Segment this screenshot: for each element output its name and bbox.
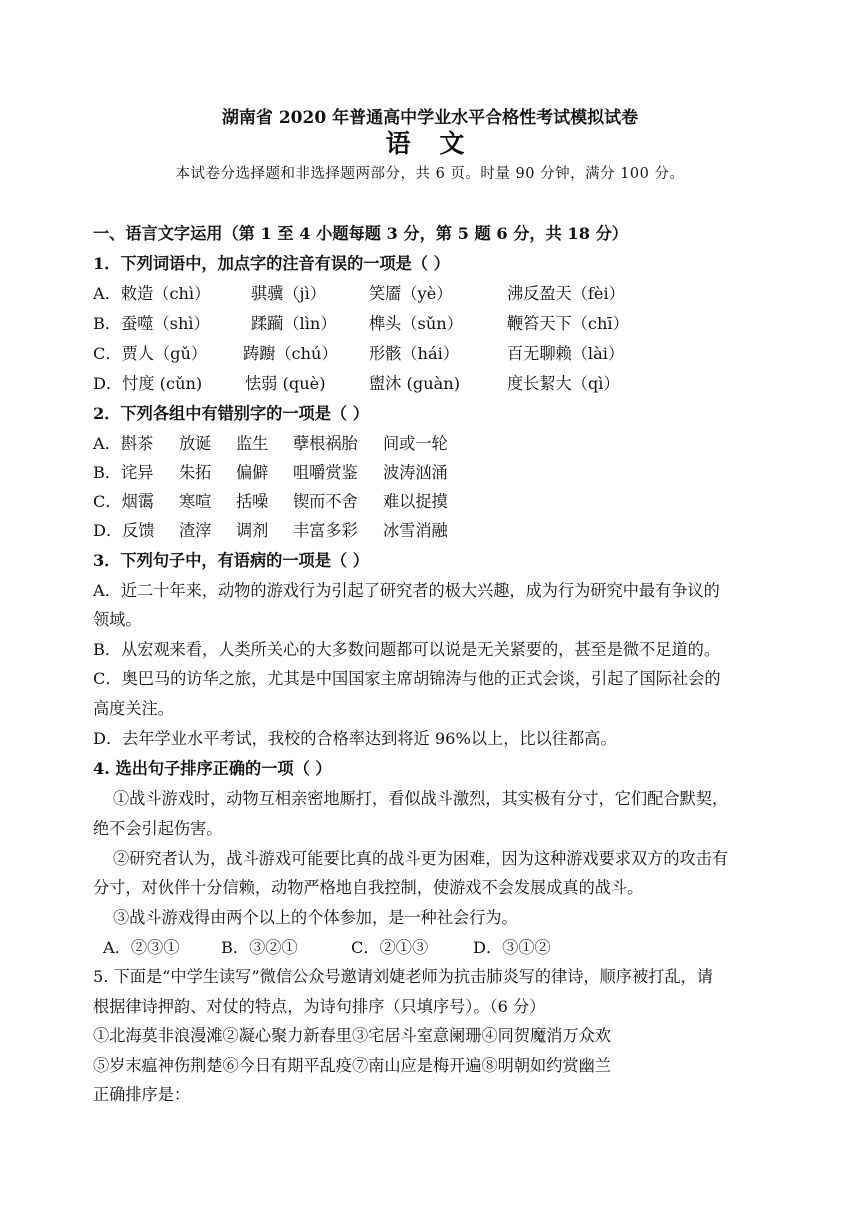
q5-answer-label: 正确排序是： — [93, 1085, 191, 1104]
q2-option-c — [93, 488, 513, 510]
exam-note: 本试卷分选择题和非选择题两部分，共 6 页。时量 90 分钟，满分 100 分。 — [175, 166, 685, 182]
q3-option-c-cont: 高度关注。 — [93, 699, 174, 718]
q2-d-4: 丰富多彩 — [293, 521, 358, 540]
q1-a-2: 骐骥（jì） — [251, 284, 326, 303]
q3-option-c: C．奥巴马的访华之旅，尤其是中国国家主席胡锦涛与他的正式会谈，引起了国际社会的 — [93, 669, 721, 688]
q1-d-1: D．忖度 (cǔn) — [93, 374, 203, 393]
q1-c-3: 形骸（hái） — [369, 344, 460, 363]
q1-c-2: 踌躕（chú） — [243, 344, 338, 363]
question-3-stem: 3．下列句子中，有语病的一项是（ ） — [93, 551, 369, 570]
q2-a-5: 间或一轮 — [383, 434, 448, 453]
q2-option-a — [93, 430, 513, 452]
q1-d-2: 怯弱 (què) — [245, 374, 326, 393]
q4-option-d: D．③①② — [473, 938, 551, 957]
question-5-stem: 5. 下面是“中学生读写”微信公众号邀请刘婕老师为抗击肺炎写的律诗，顺序被打乱，请 — [93, 967, 713, 986]
q3-option-a: A．近二十年来，动物的游戏行为引起了研究者的极大兴趣，成为行为研究中最有争议的 — [93, 581, 720, 600]
q2-d-2: 渣滓 — [179, 521, 212, 540]
q1-d-4: 度长絜大（qì） — [507, 374, 620, 393]
q4-option-a: A．②③① — [103, 938, 180, 957]
q2-d-1: D．反馈 — [93, 521, 155, 540]
q1-option-a — [93, 280, 693, 302]
q1-c-1: C．贾人（gǔ） — [93, 344, 208, 363]
q4-option-c: C．②①③ — [351, 938, 429, 957]
question-4-stem: 4. 选出句子排序正确的一项（ ） — [93, 759, 332, 778]
q4-sentence-2: ②研究者认为，战斗游戏可能要比真的战斗更为困难，因为这种游戏要求双方的攻击有 — [113, 849, 729, 868]
q2-a-4: 孽根祸胎 — [293, 434, 358, 453]
section-1-heading: 一、语言文字运用（第 1 至 4 小题每题 3 分，第 5 题 6 分，共 18 分） — [93, 224, 628, 243]
q1-option-b — [93, 310, 693, 332]
q1-a-1: A．敕造（chì） — [93, 284, 211, 303]
q2-option-b — [93, 459, 513, 481]
q3-option-a-cont: 领域。 — [93, 610, 142, 629]
q4-sentence-1-cont: 绝不会引起伤害。 — [93, 819, 223, 838]
q2-c-3: 括噪 — [236, 492, 269, 511]
q4-sentence-3: ③战斗游戏得由两个以上的个体参加，是一种社会行为。 — [113, 908, 518, 927]
subject-title: 语 文 — [385, 129, 475, 158]
q2-c-1: C．烟霭 — [93, 492, 154, 511]
exam-title: 湖南省 2020 年普通高中学业水平合格性考试模拟试卷 — [221, 108, 639, 128]
q2-a-1: A．斟茶 — [93, 434, 154, 453]
q1-option-c — [93, 340, 693, 362]
q2-a-3: 监生 — [236, 434, 269, 453]
q1-d-3: 盥沐 (guàn) — [369, 374, 461, 393]
q2-option-d — [93, 517, 513, 539]
q3-option-b: B．从宏观来看，人类所关心的大多数问题都可以说是无关紧要的，甚至是微不足道的。 — [93, 640, 721, 659]
q1-b-2: 蹂躏（lìn） — [251, 314, 337, 333]
q2-c-2: 寒喧 — [179, 492, 212, 511]
q2-c-5: 难以捉摸 — [383, 492, 448, 511]
q2-a-2: 放诞 — [179, 434, 212, 453]
q4-options — [103, 934, 583, 956]
q2-b-2: 朱拓 — [179, 463, 212, 482]
q1-a-3: 笑靥（yè） — [369, 284, 453, 303]
q4-option-b: B．③②① — [221, 938, 298, 957]
q2-b-5: 波涛汹涌 — [383, 463, 448, 482]
q1-c-4: 百无聊赖（lài） — [507, 344, 625, 363]
q4-sentence-2-cont: 分寸，对伙伴十分信赖，动物严格地自我控制，使游戏不会发展成真的战斗。 — [93, 878, 644, 897]
question-2-stem: 2．下列各组中有错别字的一项是（ ） — [93, 404, 369, 423]
q2-c-4: 锲而不舍 — [293, 492, 358, 511]
q1-option-d — [93, 370, 693, 392]
question-5-stem-cont: 根据律诗押韵、对仗的特点，为诗句排序（只填序号）。（6 分） — [93, 997, 546, 1016]
q2-b-3: 偏僻 — [236, 463, 269, 482]
q1-b-3: 榫头（sǔn） — [369, 314, 463, 333]
q4-sentence-1: ①战斗游戏时，动物互相亲密地厮打，看似战斗激烈，其实极有分寸，它们配合默契， — [113, 789, 729, 808]
q2-b-1: B．诧异 — [93, 463, 154, 482]
q2-d-5: 冰雪消融 — [383, 521, 448, 540]
question-1-stem: 1．下列词语中，加点字的注音有误的一项是（ ） — [93, 254, 450, 273]
q1-a-4: 沸反盈天（fèi） — [507, 284, 625, 303]
q5-poem-line-2: ⑤岁末瘟神伤荆楚⑥今日有期平乱疫⑦南山应是梅开遍⑧明朝如约赏幽兰 — [93, 1056, 611, 1075]
q5-poem-line-1: ①北海莫非浪漫滩②凝心聚力新春里③宅居斗室意阑珊④同贺魔消万众欢 — [93, 1026, 611, 1045]
q3-option-d: D．去年学业水平考试，我校的合格率达到将近 96%以上，比以往都高。 — [93, 729, 617, 748]
q2-b-4: 咀嚼赏鉴 — [293, 463, 358, 482]
q2-d-3: 调剂 — [236, 521, 269, 540]
q1-b-4: 鞭笞天下（chī） — [507, 314, 629, 333]
q1-b-1: B．蚕噬（shì） — [93, 314, 210, 333]
